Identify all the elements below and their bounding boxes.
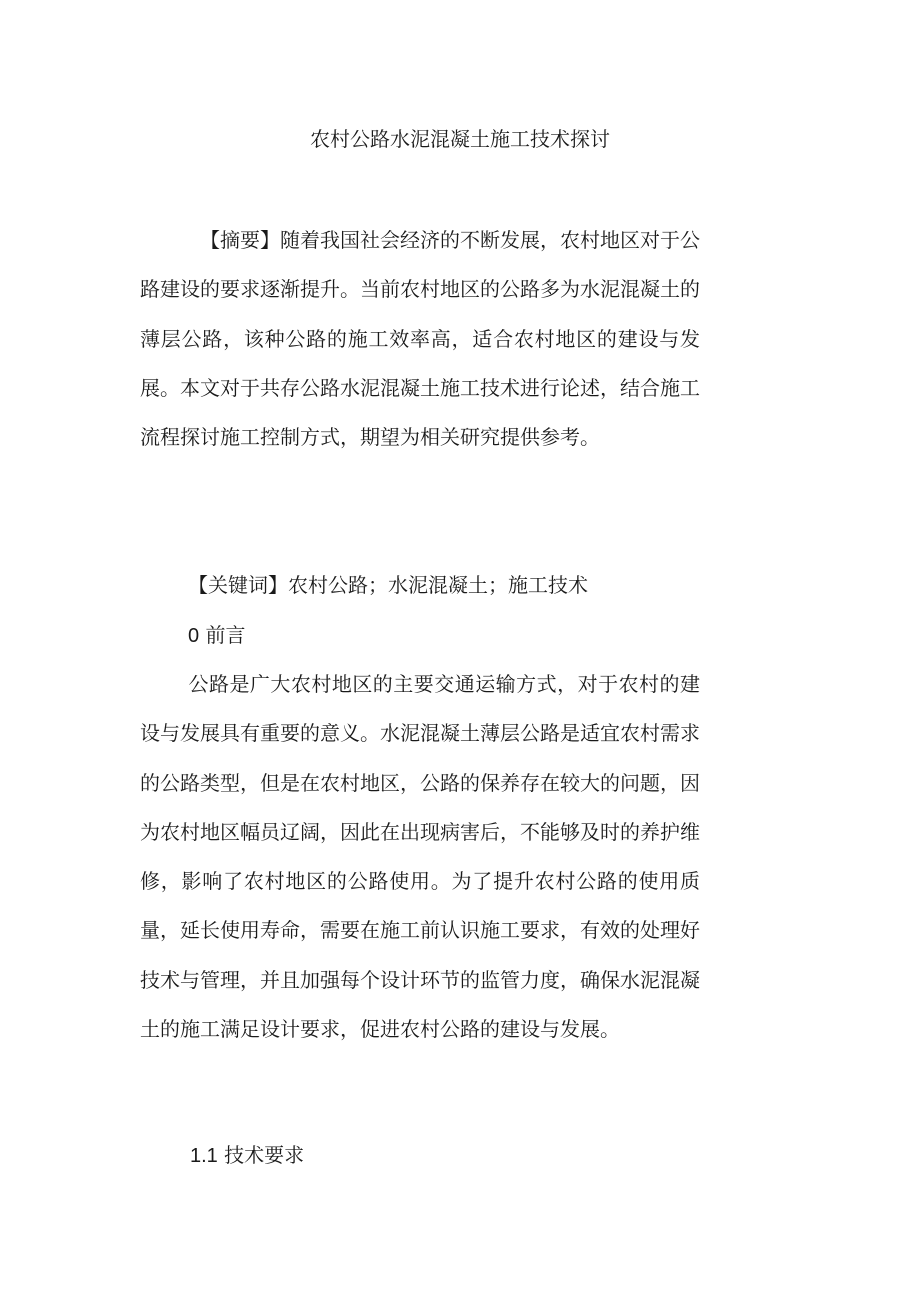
section-heading-text: 技术要求 — [224, 1143, 305, 1167]
preface-heading — [188, 620, 245, 651]
keywords-line — [188, 570, 588, 600]
preface-number: 0 — [188, 625, 200, 647]
abstract-label: 【摘要】 — [200, 228, 280, 252]
abstract-text: 随着我国社会经济的不断发展，农村地区对于公路建设的要求逐渐提升。当前农村地区的公路多为水泥混凝土的薄层公路，该种公路的施工效率高，适合农村地区的建设与发展。本文对于共存公路水泥混凝土施工技术进行论述，结合施工流程探讨施工控制方式，期望为相关研究提供参考。 — [140, 228, 700, 450]
preface-text: 公路是广大农村地区的主要交通运输方式，对于农村的建设与发展具有重要的意义。水泥混凝土薄层公路是适宜农村需求的公路类型，但是在农村地区，公路的保养存在较大的问题，因为农村地区幅员辽阔，因此在出现病害后，不能够及时的养护维修，影响了农村地区的公路使用。为了提升农村公路的使用质量，延长使用寿命，需要在施工前认识施工要求，有效的处理好技术与管理，并且加强每个设计环节的监管力度，确保水泥混凝土的施工满足设计要求，促进农村公路的建设与发展。 — [140, 672, 700, 1042]
document-title: 农村公路水泥混凝土施工技术探讨 — [310, 127, 610, 151]
keywords-text: 农村公路；水泥混凝土；施工技术 — [288, 573, 588, 597]
section-number: 1.1 — [190, 1145, 218, 1167]
preface-paragraph — [140, 660, 700, 1054]
abstract-paragraph — [140, 216, 700, 462]
keywords-label: 【关键词】 — [188, 573, 288, 597]
section-heading-1-1 — [190, 1140, 304, 1171]
preface-heading-text: 前言 — [205, 623, 246, 647]
